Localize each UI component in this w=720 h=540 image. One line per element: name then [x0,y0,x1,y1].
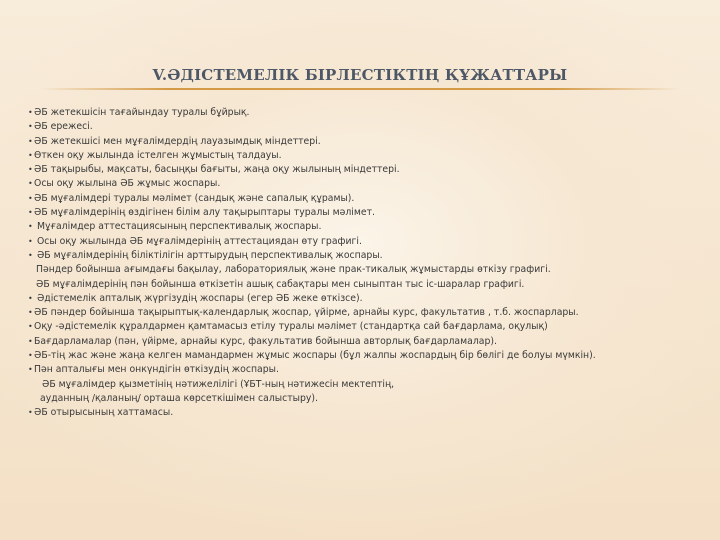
list-item [28,235,692,249]
list-item [28,249,692,263]
bullet-icon: • [28,408,33,418]
document-list [28,106,692,421]
list-item-text: ӘБ жетекшісі мен мұғалімдердің лауазымдық міндеттері. [34,135,321,147]
list-item [28,120,692,134]
list-item [28,192,692,206]
list-item-text: ӘБ отырысының хаттамасы. [34,407,174,419]
list-item [28,263,692,277]
bullet-icon: • [28,308,33,318]
list-item-text: ауданның /қаланың/ орташа көрсеткішімен салыстыру). [40,392,318,404]
list-item [28,306,692,320]
bullet-icon: • [28,208,33,218]
bullet-icon: • [28,351,33,361]
list-item [28,177,692,191]
list-item-text: Өткен оқу жылында істелген жұмыстың талдауы. [34,149,282,161]
bullet-icon: • [28,179,33,189]
page-title: V.ӘДІСТЕМЕЛІК БІРЛЕСТІКТІҢ ҚҰЖАТТАРЫ [152,66,568,84]
list-item-text: ӘБ мұғалімдер қызметінің нәтижелілігі (ҰБТ-ның нәтижесін мектептің, [42,378,395,390]
list-item-text: ӘБ ережесі. [34,121,93,133]
list-item-text: ӘБ жетекшісін тағайындау туралы бұйрық. [34,107,250,118]
list-item [28,292,692,306]
list-item [28,378,692,392]
list-item [28,363,692,377]
list-item [28,406,692,420]
bullet-icon: • [28,365,33,375]
list-item [28,320,692,334]
title-underline [40,88,680,90]
list-item [28,206,692,220]
list-item-text: Мұғалімдер аттестациясының перспективалық жоспары. [34,221,322,233]
bullet-icon: • [28,150,33,160]
list-item-text: ӘБ пәндер бойынша тақырыптық-календарлық жоспар, үйірме, арнайы курс, факультатив , т.б. жоспарлары. [34,307,579,319]
list-item [28,220,692,234]
list-item-text: Оқу -әдістемелік құралдармен қамтамасыз етілу туралы мәлімет (стандартқа сай бағдарлама, оқулық) [34,321,548,333]
list-item-text: Осы оқу жылында ӘБ мұғалімдерінің аттестациядан өту графигі. [34,235,362,247]
list-item-text: ӘБ мұғалімдері туралы мәлімет (сандық және сапалық құрамы). [34,192,355,204]
bullet-icon: • [28,165,33,175]
list-item [28,106,692,120]
bullet-icon: • [28,322,33,332]
bullet-icon: • [28,250,33,260]
list-item-text: ӘБ мұғалімдерінің пән бойынша өткізетін ашық сабақтары мен сыныптан тыс іс-шаралар графигі. [36,278,525,290]
list-item-text: Әдістемелік апталық жүргізудің жоспары (егер ӘБ жеке өткізсе). [34,292,363,304]
list-item [28,349,692,363]
bullet-icon: • [28,108,33,117]
list-item [28,163,692,177]
list-item [28,335,692,349]
list-item-text: ӘБ-тің жас және жаңа келген мамандармен жұмыс жоспары (бұл жалпы жоспардың бір бөлігі де болуы мүмкін). [34,350,596,362]
bullet-icon: • [28,236,33,246]
title-block [40,62,680,92]
list-item-text: ӘБ мұғалімдерінің өздігінен білім алу тақырыптары туралы мәлімет. [34,207,375,219]
bullet-icon: • [28,136,33,146]
list-item [28,149,692,163]
list-item [28,392,692,406]
list-item-text: Бағдарламалар (пән, үйірме, арнайы курс, факультатив бойынша авторлық бағдарламалар). [34,335,497,347]
list-item-text: ӘБ тақырыбы, мақсаты, басыңқы бағыты, жаңа оқу жылының міндеттері. [34,164,400,176]
list-item [28,278,692,292]
list-item-text: Пән апталығы мен онкүндігін өткізудің жоспары. [34,364,279,376]
list-item-text: Пәндер бойынша ағымдағы бақылау, лабораториялық және прак-тикалық жұмыстарды өткізу графигі. [36,264,551,276]
bullet-icon: • [28,122,33,132]
bullet-icon: • [28,193,33,203]
list-item-text: ӘБ мұғалімдерінің біліктілігін арттырудың перспективалық жоспары. [34,249,383,261]
bullet-icon: • [28,336,33,346]
list-item-text: Осы оқу жылына ӘБ жұмыс жоспары. [34,178,221,190]
bullet-icon: • [28,222,33,232]
bullet-icon: • [28,293,33,303]
list-item [28,135,692,149]
